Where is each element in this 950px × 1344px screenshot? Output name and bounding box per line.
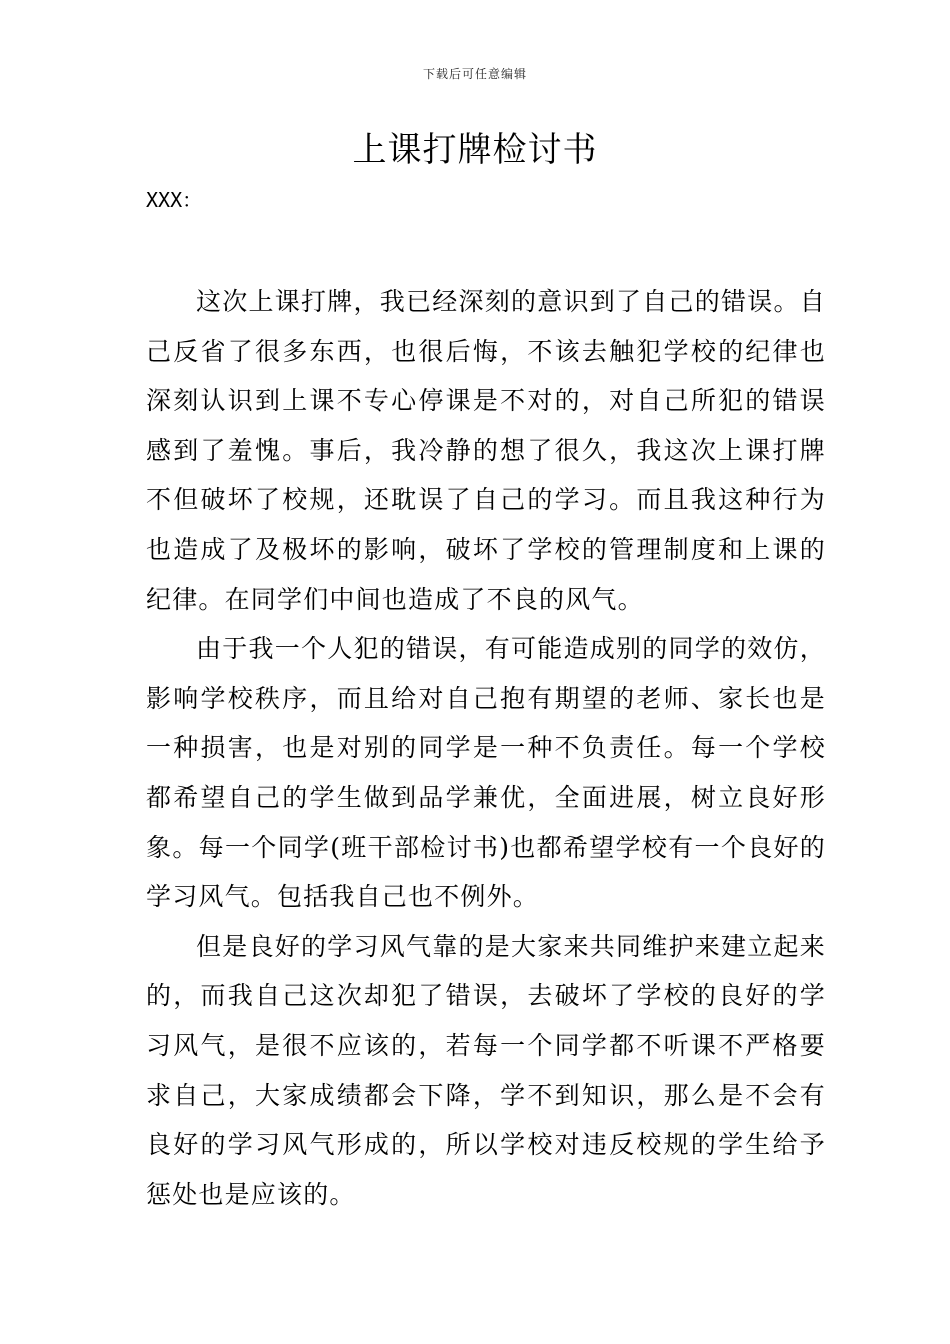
document-title: 上课打牌检讨书: [352, 130, 598, 170]
paragraph-2: 由于我一个人犯的错误，有可能造成别的同学的效仿，影响学校秩序，而且给对自己抱有期望的老师、家长也是一种损害，也是对别的同学是一种不负责任。每一个学校都希望自己的学生做到品学兼优，全面进展，树立良好形象。每一个同学(班干部检讨书)也都希望学校有一个良好的学习风气。包括我自己也不例外。: [146, 634, 826, 912]
header-note: 下载后可任意编辑: [422, 67, 527, 81]
salutation: XXX：: [146, 188, 203, 212]
paragraph-3: 但是良好的学习风气靠的是大家来共同维护来建立起来的，而我自己这次却犯了错误，去破坏了学校的良好的学习风气，是很不应该的，若每一个同学都不听课不严格要求自己，大家成绩都会下降，学不到知识，那么是不会有良好的学习风气形成的，所以学校对违反校规的学生给予惩处也是应该的。: [146, 931, 826, 1209]
paragraph-1: 这次上课打牌，我已经深刻的意识到了自己的错误。自己反省了很多东西，也很后悔，不该去触犯学校的纪律也深刻认识到上课不专心停课是不对的，对自己所犯的错误感到了羞愧。事后，我冷静的想了很久，我这次上课打牌不但破坏了校规，还耽误了自己的学习。而且我这种行为也造成了及极坏的影响，破坏了学校的管理制度和上课的纪律。在同学们中间也造成了不良的风气。: [146, 287, 826, 614]
document-body: [146, 277, 826, 1219]
